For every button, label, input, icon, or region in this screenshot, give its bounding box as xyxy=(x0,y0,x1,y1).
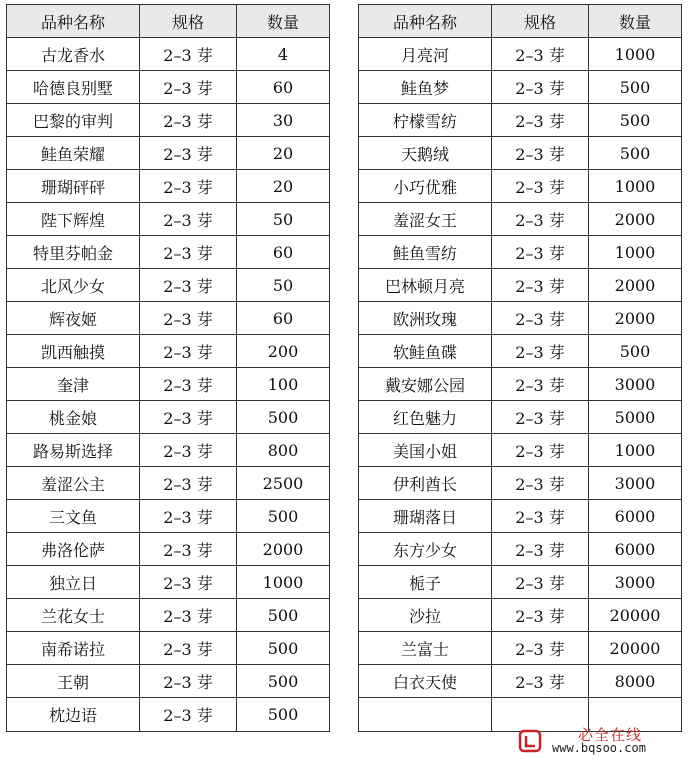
variety-name-cell: 戴安娜公园 xyxy=(359,368,492,401)
quantity-cell: 500 xyxy=(237,698,330,732)
table-row xyxy=(7,467,330,500)
watermark-logo-icon xyxy=(518,729,544,753)
quantity-cell: 30 xyxy=(237,104,330,137)
quantity-cell: 3000 xyxy=(589,467,682,500)
table-row xyxy=(7,38,330,71)
watermark-text: 必全在线 xyxy=(578,726,643,744)
quantity-cell: 2000 xyxy=(589,269,682,302)
table-row xyxy=(7,104,330,137)
spec-cell: 2–3 芽 xyxy=(140,269,237,302)
table-row xyxy=(7,203,330,236)
quantity-cell: 20000 xyxy=(589,599,682,632)
quantity-cell: 500 xyxy=(237,599,330,632)
spec-cell: 2–3 芽 xyxy=(140,599,237,632)
quantity-cell: 100 xyxy=(237,368,330,401)
header-variety-name: 品种名称 xyxy=(7,5,140,38)
spec-cell: 2–3 芽 xyxy=(492,335,589,368)
table-row xyxy=(359,632,682,665)
variety-name-cell: 沙拉 xyxy=(359,599,492,632)
variety-name-cell: 伊利酋长 xyxy=(359,467,492,500)
spec-cell: 2–3 芽 xyxy=(492,632,589,665)
quantity-cell: 500 xyxy=(237,500,330,533)
quantity-cell: 6000 xyxy=(589,533,682,566)
quantity-cell: 3000 xyxy=(589,368,682,401)
header-row xyxy=(7,5,330,38)
variety-name-cell: 特里芬帕金 xyxy=(7,236,140,269)
spec-cell: 2–3 芽 xyxy=(140,104,237,137)
variety-name-cell: 软鲑鱼碟 xyxy=(359,335,492,368)
variety-name-cell: 辉夜姬 xyxy=(7,302,140,335)
quantity-cell: 2000 xyxy=(589,203,682,236)
header-variety-name: 品种名称 xyxy=(359,5,492,38)
table-row xyxy=(7,137,330,170)
variety-name-cell: 奎津 xyxy=(7,368,140,401)
spec-cell: 2–3 芽 xyxy=(492,434,589,467)
spec-cell: 2–3 芽 xyxy=(492,368,589,401)
spec-cell: 2–3 芽 xyxy=(140,368,237,401)
spec-cell: 2–3 芽 xyxy=(140,500,237,533)
quantity-cell: 1000 xyxy=(589,434,682,467)
table-row xyxy=(359,203,682,236)
spec-cell: 2–3 芽 xyxy=(492,38,589,71)
variety-name-cell: 陛下辉煌 xyxy=(7,203,140,236)
spec-cell: 2–3 芽 xyxy=(492,236,589,269)
table-row xyxy=(359,137,682,170)
quantity-cell: 500 xyxy=(237,665,330,698)
variety-name-cell: 独立日 xyxy=(7,566,140,599)
table-row xyxy=(359,71,682,104)
spec-cell: 2–3 芽 xyxy=(140,203,237,236)
spec-cell: 2–3 芽 xyxy=(492,401,589,434)
table-row xyxy=(359,434,682,467)
variety-name-cell: 白衣天使 xyxy=(359,665,492,698)
variety-name-cell: 路易斯选择 xyxy=(7,434,140,467)
spec-cell: 2–3 芽 xyxy=(140,467,237,500)
spec-cell: 2–3 芽 xyxy=(140,698,237,732)
quantity-cell: 50 xyxy=(237,269,330,302)
table-row xyxy=(7,269,330,302)
variety-name-cell: 鲑鱼梦 xyxy=(359,71,492,104)
quantity-cell: 2000 xyxy=(237,533,330,566)
spec-cell: 2–3 芽 xyxy=(492,665,589,698)
quantity-cell: 50 xyxy=(237,203,330,236)
variety-name-cell: 东方少女 xyxy=(359,533,492,566)
variety-name-cell: 小巧优雅 xyxy=(359,170,492,203)
table-row xyxy=(359,236,682,269)
table-row xyxy=(359,269,682,302)
column-gap xyxy=(330,4,358,736)
variety-name-cell: 栀子 xyxy=(359,566,492,599)
quantity-cell: 500 xyxy=(589,137,682,170)
quantity-cell: 4 xyxy=(237,38,330,71)
variety-name-cell: 北风少女 xyxy=(7,269,140,302)
table-row xyxy=(359,566,682,599)
spec-cell: 2–3 芽 xyxy=(492,104,589,137)
spec-cell: 2–3 芽 xyxy=(140,335,237,368)
spec-cell: 2–3 芽 xyxy=(492,302,589,335)
variety-name-cell: 天鹅绒 xyxy=(359,137,492,170)
quantity-cell: 60 xyxy=(237,71,330,104)
variety-name-cell: 红色魅力 xyxy=(359,401,492,434)
quantity-cell: 3000 xyxy=(589,566,682,599)
table-row xyxy=(359,104,682,137)
table-row xyxy=(7,368,330,401)
variety-name-cell: 桃金娘 xyxy=(7,401,140,434)
quantity-cell: 20 xyxy=(237,137,330,170)
spec-cell: 2–3 芽 xyxy=(492,599,589,632)
variety-table-right xyxy=(358,4,682,732)
table-row xyxy=(7,170,330,203)
table-row xyxy=(7,71,330,104)
spec-cell: 2–3 芽 xyxy=(492,269,589,302)
quantity-cell: 1000 xyxy=(589,170,682,203)
quantity-cell: 20 xyxy=(237,170,330,203)
spec-cell: 2–3 芽 xyxy=(492,71,589,104)
quantity-cell: 500 xyxy=(237,632,330,665)
variety-name-cell: 羞涩女王 xyxy=(359,203,492,236)
table-row xyxy=(359,533,682,566)
table-row xyxy=(7,599,330,632)
table-row xyxy=(7,566,330,599)
variety-name-cell: 三文鱼 xyxy=(7,500,140,533)
spec-cell: 2–3 芽 xyxy=(140,236,237,269)
variety-name-cell: 珊瑚砰砰 xyxy=(7,170,140,203)
variety-name-cell: 珊瑚落日 xyxy=(359,500,492,533)
variety-name-cell: 哈德良别墅 xyxy=(7,71,140,104)
variety-name-cell: 枕边语 xyxy=(7,698,140,732)
watermark-url: www.bqsoo.com xyxy=(552,741,646,755)
table-row xyxy=(7,335,330,368)
variety-name-cell: 王朝 xyxy=(7,665,140,698)
variety-name-cell: 弗洛伦萨 xyxy=(7,533,140,566)
table-row xyxy=(7,236,330,269)
spec-cell: 2–3 芽 xyxy=(140,632,237,665)
variety-name-cell: 兰花女士 xyxy=(7,599,140,632)
table-row xyxy=(7,302,330,335)
watermark xyxy=(514,723,684,757)
spec-cell: 2–3 芽 xyxy=(492,170,589,203)
table-row xyxy=(359,368,682,401)
spec-cell: 2–3 芽 xyxy=(492,533,589,566)
quantity-cell: 500 xyxy=(589,71,682,104)
quantity-cell: 500 xyxy=(237,401,330,434)
variety-name-cell: 鲑鱼雪纺 xyxy=(359,236,492,269)
table-row xyxy=(7,434,330,467)
header-row xyxy=(359,5,682,38)
variety-name-cell: 巴林顿月亮 xyxy=(359,269,492,302)
spec-cell: 2–3 芽 xyxy=(140,434,237,467)
spec-cell: 2–3 芽 xyxy=(140,137,237,170)
table-row xyxy=(7,401,330,434)
quantity-cell: 60 xyxy=(237,236,330,269)
quantity-cell: 1000 xyxy=(589,236,682,269)
spec-cell: 2–3 芽 xyxy=(492,500,589,533)
header-spec: 规格 xyxy=(140,5,237,38)
table-row xyxy=(7,500,330,533)
variety-name-cell: 月亮河 xyxy=(359,38,492,71)
quantity-cell: 500 xyxy=(589,104,682,137)
table-row xyxy=(359,302,682,335)
spec-cell: 2–3 芽 xyxy=(492,566,589,599)
table-row xyxy=(7,632,330,665)
variety-name-cell: 南希诺拉 xyxy=(7,632,140,665)
spec-cell: 2–3 芽 xyxy=(140,533,237,566)
spec-cell: 2–3 芽 xyxy=(140,170,237,203)
header-quantity: 数量 xyxy=(237,5,330,38)
quantity-cell: 2500 xyxy=(237,467,330,500)
spec-cell: 2–3 芽 xyxy=(492,467,589,500)
table-row xyxy=(7,698,330,732)
table-row xyxy=(359,599,682,632)
quantity-cell: 500 xyxy=(589,335,682,368)
variety-name-cell: 巴黎的审判 xyxy=(7,104,140,137)
quantity-cell: 1000 xyxy=(237,566,330,599)
quantity-cell: 8000 xyxy=(589,665,682,698)
variety-name-cell: 美国小姐 xyxy=(359,434,492,467)
spec-cell: 2–3 芽 xyxy=(140,401,237,434)
quantity-cell: 200 xyxy=(237,335,330,368)
table-row xyxy=(359,665,682,698)
quantity-cell: 6000 xyxy=(589,500,682,533)
quantity-cell: 20000 xyxy=(589,632,682,665)
variety-name-cell: 欧洲玫瑰 xyxy=(359,302,492,335)
spec-cell: 2–3 芽 xyxy=(140,71,237,104)
variety-name-cell: 古龙香水 xyxy=(7,38,140,71)
table-row xyxy=(359,500,682,533)
variety-name-cell: 兰富士 xyxy=(359,632,492,665)
quantity-cell: 5000 xyxy=(589,401,682,434)
variety-table-left xyxy=(6,4,330,732)
spec-cell: 2–3 芽 xyxy=(492,137,589,170)
spec-cell: 2–3 芽 xyxy=(492,203,589,236)
spec-cell: 2–3 芽 xyxy=(140,566,237,599)
table-row xyxy=(7,665,330,698)
table-row xyxy=(7,533,330,566)
header-spec: 规格 xyxy=(492,5,589,38)
variety-name-cell: 凯西触摸 xyxy=(7,335,140,368)
quantity-cell: 800 xyxy=(237,434,330,467)
table-row xyxy=(359,170,682,203)
table-row xyxy=(359,401,682,434)
variety-name-cell xyxy=(359,698,492,732)
variety-name-cell: 柠檬雪纺 xyxy=(359,104,492,137)
spec-cell: 2–3 芽 xyxy=(140,665,237,698)
quantity-cell: 1000 xyxy=(589,38,682,71)
spec-cell: 2–3 芽 xyxy=(140,38,237,71)
quantity-cell: 60 xyxy=(237,302,330,335)
table-body-left xyxy=(7,38,330,732)
table-row xyxy=(359,335,682,368)
header-quantity: 数量 xyxy=(589,5,682,38)
table-body-right xyxy=(359,38,682,732)
quantity-cell: 2000 xyxy=(589,302,682,335)
variety-name-cell: 鲑鱼荣耀 xyxy=(7,137,140,170)
spec-cell: 2–3 芽 xyxy=(140,302,237,335)
variety-name-cell: 羞涩公主 xyxy=(7,467,140,500)
table-row xyxy=(359,467,682,500)
table-row xyxy=(359,38,682,71)
